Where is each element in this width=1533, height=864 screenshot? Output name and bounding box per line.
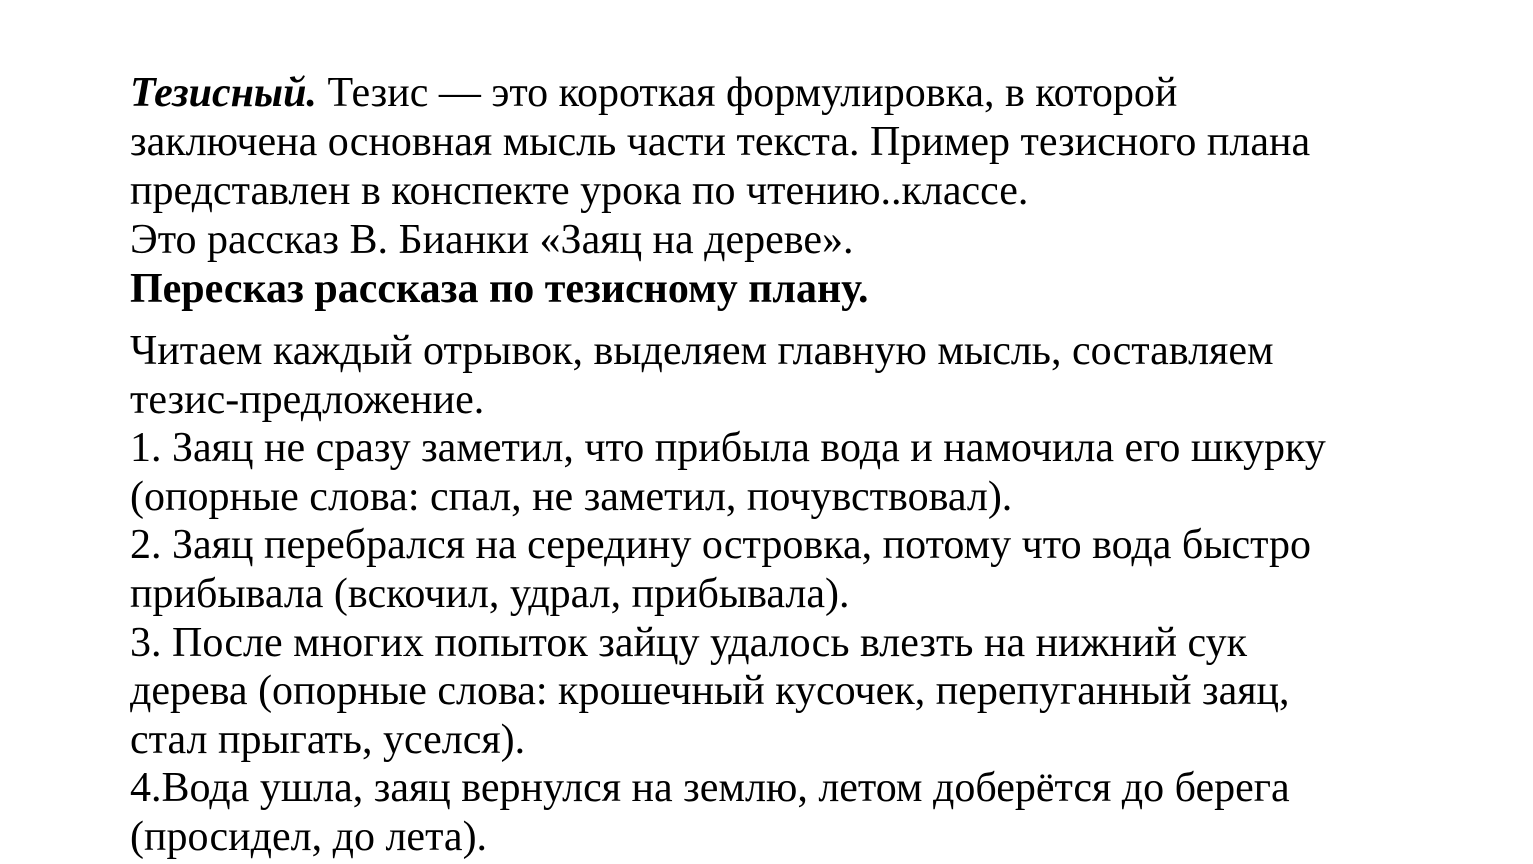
thesis-item-3-keywords: дерева (опорные слова: крошечный кусочек, перепуганный заяц, xyxy=(130,668,1290,715)
thesis-item-1: 1. Заяц не сразу заметил, что прибыла вода и намочила его шкурку xyxy=(130,425,1326,472)
thesis-item-1-keywords: (опорные слова: спал, не заметил, почувствовал). xyxy=(130,473,1013,520)
intro-block xyxy=(130,69,1460,314)
thesis-item-4: 4.Вода ушла, заяц вернулся на землю, летом доберётся до берега xyxy=(130,765,1290,812)
intro-line-3: представлен в конспекте урока по чтению..классе. xyxy=(130,168,1029,214)
intro-line-4: Это рассказ В. Бианки «Заяц на дереве». xyxy=(130,217,854,263)
intro-line-2: заключена основная мысль части текста. Пример тезисного плана xyxy=(130,119,1311,165)
thesis-item-2: 2. Заяц перебрался на середину островка, потому что вода быстро xyxy=(130,522,1312,569)
thesis-item-3: 3. После многих попыток зайцу удалось влезть на нижний сук xyxy=(130,619,1247,666)
thesis-item-4-keywords: (просидел, до лета). xyxy=(130,813,488,860)
section-heading: Пересказ рассказа по тезисному плану. xyxy=(130,266,869,312)
body-line-2: тезис-предложение. xyxy=(130,376,485,423)
intro-line-1-text: Тезис — это короткая формулировка, в которой xyxy=(316,70,1178,116)
term-label: Тезисный. xyxy=(130,70,317,116)
thesis-item-2-keywords: прибывала (вскочил, удрал, прибывала). xyxy=(130,570,850,617)
body-block xyxy=(130,327,1460,862)
thesis-item-3-keywords-cont: стал прыгать, уселся). xyxy=(130,716,526,763)
intro-line-1 xyxy=(130,69,1460,118)
body-line-1: Читаем каждый отрывок, выделяем главную мысль, составляем xyxy=(130,328,1274,374)
